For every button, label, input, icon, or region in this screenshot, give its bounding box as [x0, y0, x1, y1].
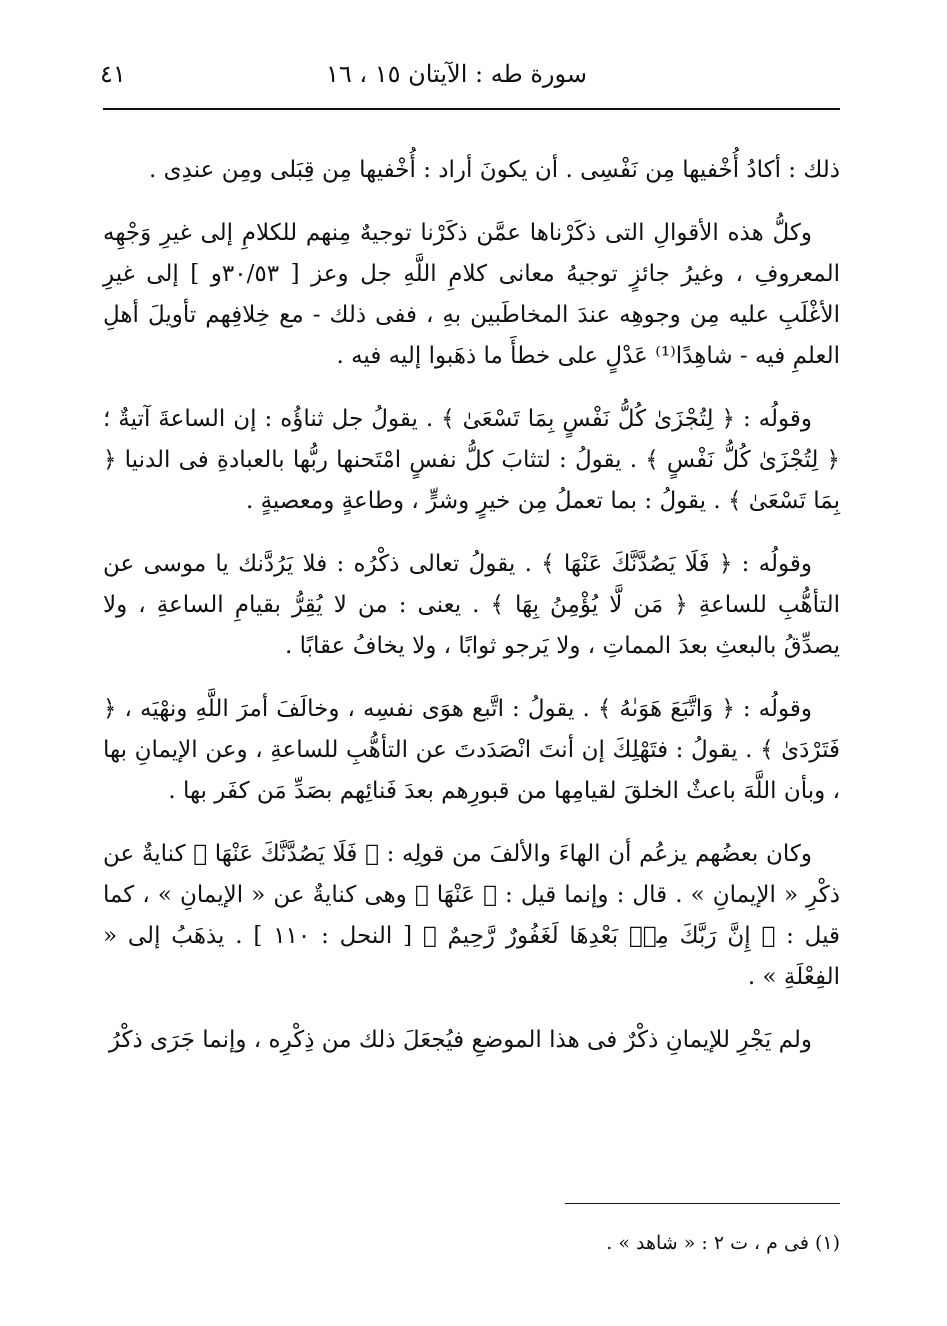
- footnote: (١) فى م ، ت ٢ : « شاهد » .: [606, 1232, 840, 1254]
- footnote-rule: [565, 1203, 840, 1204]
- page-header: [100, 60, 847, 104]
- header-rule: [103, 108, 840, 110]
- paragraph: ولم يَجْرِ للإيمانِ ذكْرٌ فى هذا الموضعِ فيُجعَلَ ذلك من ذِكْرِه ، وإنما جَرَى ذكْرُ: [108, 1027, 812, 1053]
- paragraph: وقولُه : ﴿ لِتُجْزَىٰ كُلُّ نَفْسٍ بِمَا تَسْعَىٰ ﴾ . يقولُ جل ثناؤُه : إن الساعةَ آتيةٌ ؛ ﴿ لِتُجْزَىٰ كُلُّ نَفْسٍ ﴾ . يقولُ : لتثابَ كلُّ نفسٍ امْتَحنها ربُّها بالعبادةِ فى الدنيا ﴿ بِمَا تَسْعَىٰ ﴾ . يقولُ : بما تعملُ مِن خيرٍ وشرٍّ ، وطاعةٍ ومعصيةٍ .: [103, 406, 840, 514]
- paragraph: وكان بعضُهم يزعُم أن الهاءَ والألفَ من قولِه : ﴿ فَلَا يَصُدَّنَّكَ عَنْهَا ﴾ كنايةٌ عن ذكْرِ « الإيمانِ » . قال : وإنما قيل : ﴿ عَنْهَا ﴾ وهى كنايةٌ عن « الإيمانِ » ، كما قيل : ﴿ إِنَّ رَبَّكَ مِنۢ بَعْدِهَا لَغَفُورٌ رَّحِيمٌ ﴾ [ النحل : ١١٠ ] . يذهَبُ إلى « الفِعْلَةِ » .: [103, 841, 841, 990]
- running-title: سورة طه : الآيتان ١٥ ، ١٦: [325, 60, 587, 88]
- page-number: ٤١: [100, 60, 126, 88]
- paragraph: وكلُّ هذه الأقوالِ التى ذكَرْناها عمَّن ذكَرْنا توجيهٌ مِنهم للكلامِ إلى غيرِ وَجْهِه المعروفِ ، وغيرُ جائزٍ توجيهُ معانى كلامِ اللَّهِ جل وعز [ ٣٠/٥٣و ] إلى غيرِ الأغْلَبِ عليه مِن وجوهِه عندَ المخاطَبين بهِ ، ففى ذلك - مع خِلافِهم تأويلَ أهلِ العلمِ فيه - شاهِدًا⁽¹⁾ عَدْلٍ على خطأَ ما ذهَبوا إليه فيه .: [103, 220, 840, 369]
- paragraph: وقولُه : ﴿ فَلَا يَصُدَّنَّكَ عَنْهَا ﴾ . يقولُ تعالى ذكْرُه : فلا يَرُدَّنك يا موسى عن التأهُّبِ للساعةِ ﴿ مَن لَّا يُؤْمِنُ بِهَا ﴾ . يعنى : من لا يُقِرُّ بقيامِ الساعةِ ، ولا يصدِّقُ بالبعثِ بعدَ المماتِ ، ولا يَرجو ثوابًا ، ولا يخافُ عقابًا .: [103, 551, 840, 659]
- body-text: [103, 150, 840, 1083]
- paragraph: ذلك : أكادُ أُخْفيها مِن نَفْسِى . أن يكونَ أراد : أُخْفيها مِن قِبَلى ومِن عندِى .: [149, 157, 840, 183]
- paragraph: وقولُه : ﴿ وَاتَّبَعَ هَوَىٰهُ ﴾ . يقولُ : اتَّبع هوَى نفسِه ، وخالَفَ أمرَ اللَّهِ ونهْيَه ، ﴿ فَتَرْدَىٰ ﴾ . يقولُ : فتَهْلِكَ إن أنتَ انْصَدَدتَ عن التأهُّبِ للساعةِ ، وعن الإيمانِ بها ، وبأن اللَّهَ باعثٌ الخلقَ لقيامِها من قبورِهم بعدَ فَنائِهم بصَدِّ مَن كفَر بها .: [103, 696, 840, 804]
